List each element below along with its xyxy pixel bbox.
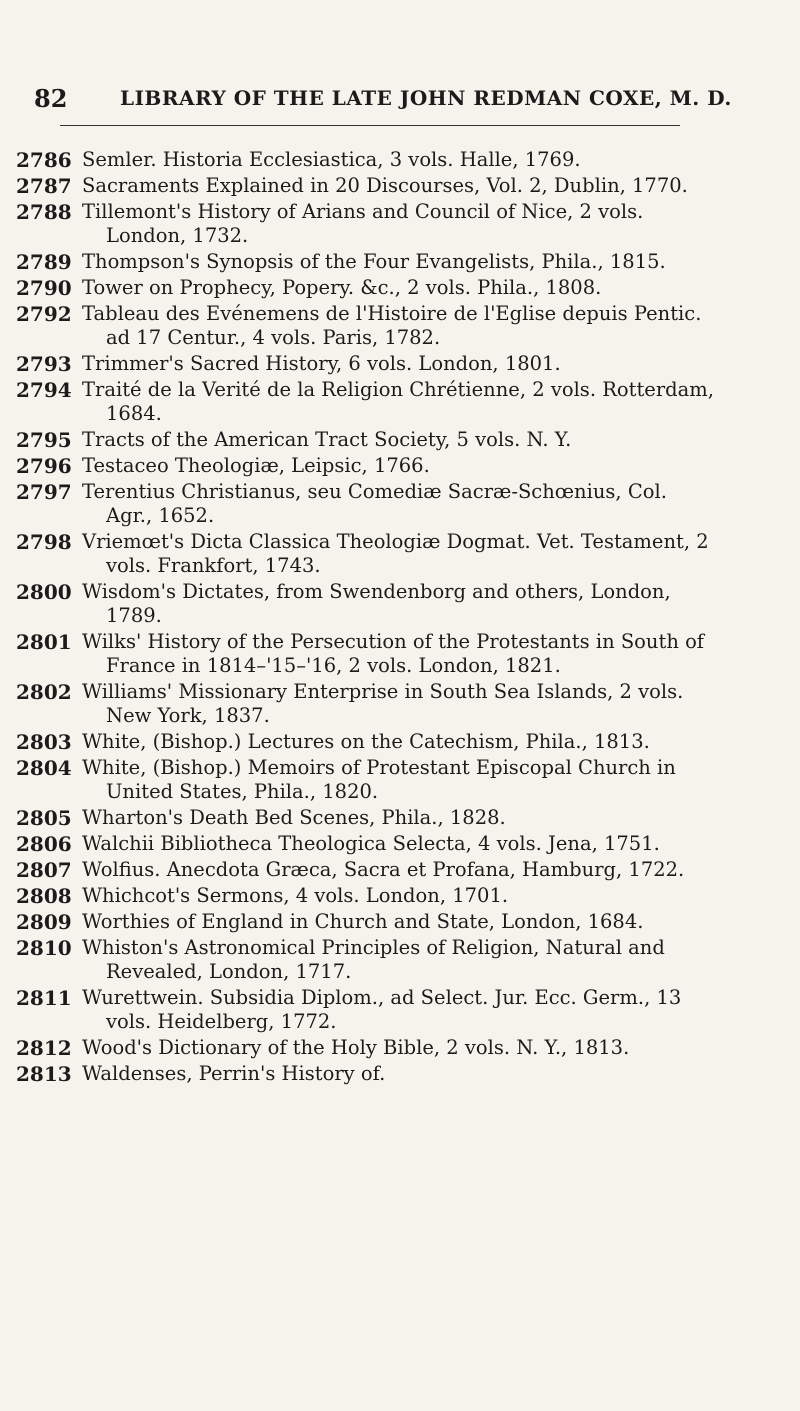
entry-number: 2797 <box>16 480 72 504</box>
entry-number: 2808 <box>16 884 72 908</box>
catalog-entry <box>16 1062 716 1086</box>
entry-text: Trimmer's Sacred History, 6 vols. London, 1801. <box>82 352 561 375</box>
entry-text: Wood's Dictionary of the Holy Bible, 2 vols. N. Y., 1813. <box>82 1036 630 1059</box>
entry-number: 2792 <box>16 302 72 326</box>
catalog-entry <box>16 428 716 452</box>
entry-text: Worthies of England in Church and State, London, 1684. <box>82 910 644 933</box>
entry-number: 2796 <box>16 454 72 478</box>
entry-text: Tracts of the American Tract Society, 5 vols. N. Y. <box>82 428 572 451</box>
header-rule <box>60 125 680 126</box>
entry-number: 2804 <box>16 756 72 780</box>
catalog-entry <box>16 884 716 908</box>
entry-text: White, (Bishop.) Memoirs of Protestant Episcopal Church in United States, Phila., 1820. <box>82 756 676 803</box>
entry-number: 2800 <box>16 580 72 604</box>
entry-text: Tower on Prophecy, Popery. &c., 2 vols. Phila., 1808. <box>82 276 602 299</box>
catalog-entry <box>16 250 716 274</box>
entry-text: Sacraments Explained in 20 Discourses, Vol. 2, Dublin, 1770. <box>82 174 688 197</box>
entry-text: Tillemont's History of Arians and Council of Nice, 2 vols. London, 1732. <box>82 200 644 247</box>
entry-text: Semler. Historia Ecclesiastica, 3 vols. Halle, 1769. <box>82 148 581 171</box>
catalog-entry <box>16 680 716 728</box>
entry-text: White, (Bishop.) Lectures on the Catechism, Phila., 1813. <box>82 730 650 753</box>
catalog-entry <box>16 174 716 198</box>
entry-number: 2806 <box>16 832 72 856</box>
catalog-entry <box>16 630 716 678</box>
entry-text: Williams' Missionary Enterprise in South Sea Islands, 2 vols. New York, 1837. <box>82 680 684 727</box>
entry-text: Whichcot's Sermons, 4 vols. London, 1701. <box>82 884 509 907</box>
entry-number: 2803 <box>16 730 72 754</box>
catalog-entry <box>16 454 716 478</box>
entry-number: 2786 <box>16 148 72 172</box>
catalog-entry <box>16 1036 716 1060</box>
catalog-entry <box>16 200 716 248</box>
entry-number: 2801 <box>16 630 72 654</box>
entry-number: 2788 <box>16 200 72 224</box>
entry-number: 2793 <box>16 352 72 376</box>
entry-text: Whiston's Astronomical Principles of Religion, Natural and Revealed, London, 1717. <box>82 936 665 983</box>
entry-text: Terentius Christianus, seu Comediæ Sacræ-Schœnius, Col. Agr., 1652. <box>82 480 667 527</box>
entry-number: 2789 <box>16 250 72 274</box>
entry-text: Wilks' History of the Persecution of the Protestants in South of France in 1814–'15–'16, 2 vols. London, 1821. <box>82 630 705 677</box>
page-number: 82 <box>34 84 68 113</box>
entry-number: 2805 <box>16 806 72 830</box>
entry-text: Wurettwein. Subsidia Diplom., ad Select. Jur. Ecc. Germ., 13 vols. Heidelberg, 1772. <box>82 986 682 1033</box>
entry-number: 2795 <box>16 428 72 452</box>
catalog-entry <box>16 910 716 934</box>
entry-text: Testaceo Theologiæ, Leipsic, 1766. <box>82 454 430 477</box>
entry-text: Thompson's Synopsis of the Four Evangelists, Phila., 1815. <box>82 250 666 273</box>
catalog-entry <box>16 806 716 830</box>
catalog-entry <box>16 936 716 984</box>
entry-number: 2813 <box>16 1062 72 1086</box>
catalog-entry <box>16 378 716 426</box>
running-head: LIBRARY OF THE LATE JOHN REDMAN COXE, M. D. <box>120 86 732 110</box>
catalog-entry <box>16 352 716 376</box>
catalog-entry <box>16 756 716 804</box>
catalog-entry <box>16 148 716 172</box>
catalog-entries <box>16 148 716 1088</box>
entry-text: Walchii Bibliotheca Theologica Selecta, 4 vols. Jena, 1751. <box>82 832 660 855</box>
catalog-entry <box>16 530 716 578</box>
catalog-entry <box>16 480 716 528</box>
entry-number: 2787 <box>16 174 72 198</box>
entry-number: 2810 <box>16 936 72 960</box>
entry-number: 2790 <box>16 276 72 300</box>
entry-number: 2811 <box>16 986 72 1010</box>
page-header <box>20 84 740 114</box>
catalog-entry <box>16 730 716 754</box>
entry-number: 2794 <box>16 378 72 402</box>
catalog-entry <box>16 302 716 350</box>
entry-text: Wolfius. Anecdota Græca, Sacra et Profana, Hamburg, 1722. <box>82 858 685 881</box>
entry-number: 2812 <box>16 1036 72 1060</box>
entry-text: Traité de la Verité de la Religion Chrétienne, 2 vols. Rotterdam, 1684. <box>82 378 714 425</box>
entry-number: 2802 <box>16 680 72 704</box>
entry-number: 2807 <box>16 858 72 882</box>
entry-text: Vriemœt's Dicta Classica Theologiæ Dogmat. Vet. Testament, 2 vols. Frankfort, 1743. <box>82 530 709 577</box>
catalog-entry <box>16 986 716 1034</box>
entry-number: 2809 <box>16 910 72 934</box>
entry-text: Wisdom's Dictates, from Swendenborg and others, London, 1789. <box>82 580 671 627</box>
catalog-entry <box>16 832 716 856</box>
entry-text: Wharton's Death Bed Scenes, Phila., 1828. <box>82 806 506 829</box>
catalog-entry <box>16 580 716 628</box>
entry-text: Tableau des Evénemens de l'Histoire de l'Eglise depuis Pentic. ad 17 Centur., 4 vols. Paris, 1782. <box>82 302 702 349</box>
entry-text: Waldenses, Perrin's History of. <box>82 1062 386 1085</box>
catalog-entry <box>16 276 716 300</box>
entry-number: 2798 <box>16 530 72 554</box>
catalog-entry <box>16 858 716 882</box>
